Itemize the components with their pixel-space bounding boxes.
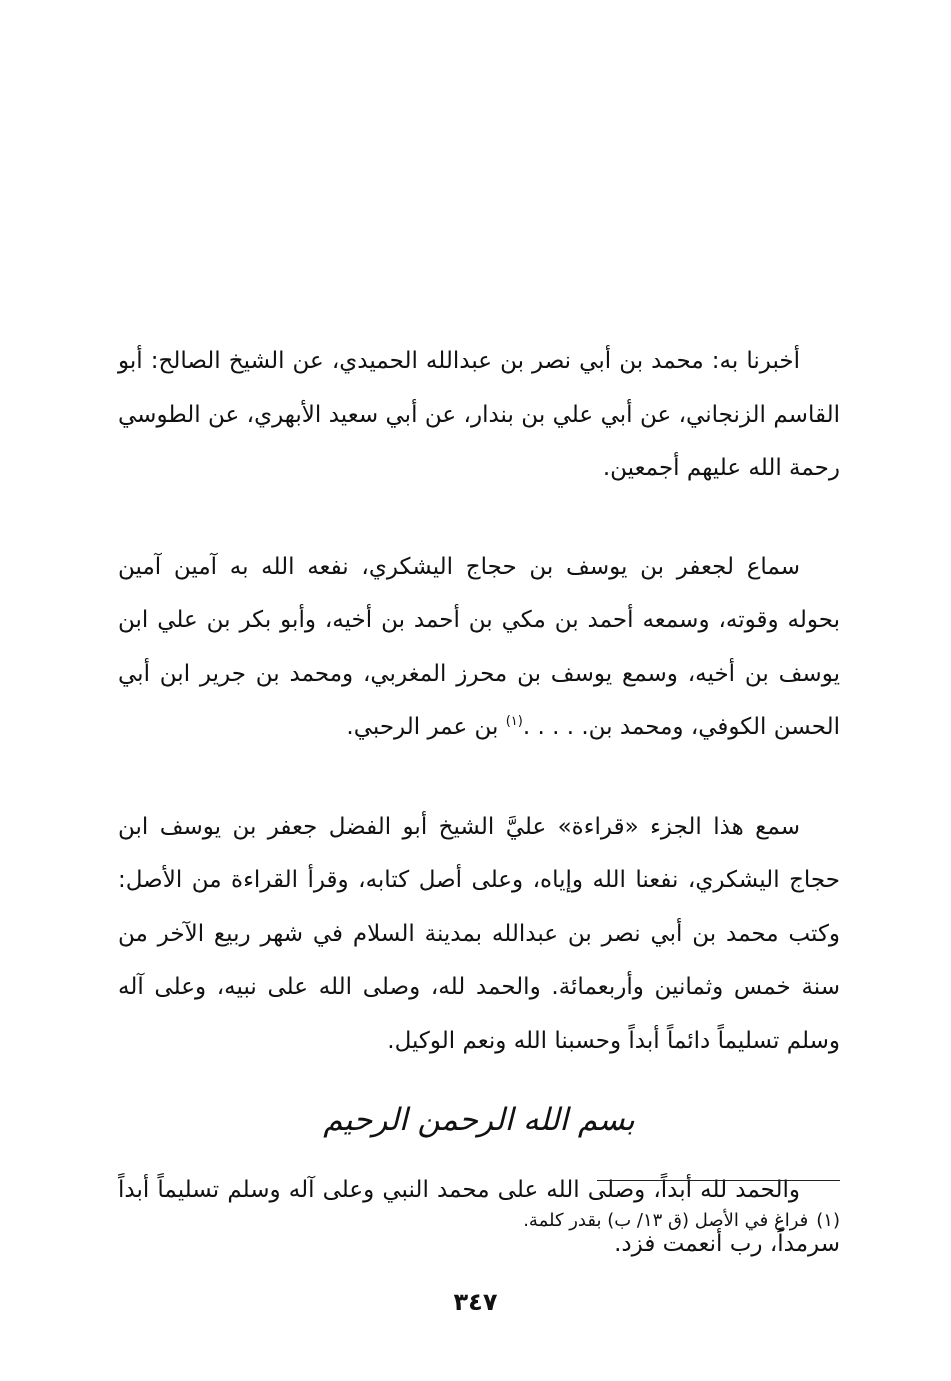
footnote-separator xyxy=(597,1180,840,1181)
paragraph-chain-of-narration: أخبرنا به: محمد بن أبي نصر بن عبدالله الحميدي، عن الشيخ الصالح: أبو القاسم الزنجاني، عن أبي علي بن بندار، عن أبي سعيد الأبهري، عن الطوسي رحمة الله عليهم أجمعين. xyxy=(118,348,840,481)
audition-text-before-note: سماع لجعفر بن يوسف بن حجاج اليشكري، نفعه الله به آمين آمين بحوله وقوته، وسمعه أحمد بن مكي بن أحمد بن أخيه، وأبو بكر بن علي ابن يوسف بن أخيه، وسمع يوسف بن محرز المغربي، ومحمد بن جرير ابن أبي الحسن الكوفي، ومحمد بن. . . . . xyxy=(118,553,840,740)
basmala-calligraphy: بسم الله الرحمن الرحيم xyxy=(323,1102,635,1138)
paragraph-audition-record xyxy=(118,541,840,755)
footnote xyxy=(118,1206,840,1236)
audition-text-after-note: بن عمر الرحبي. xyxy=(346,714,506,740)
paragraph-reading-record: سمع هذا الجزء «قراءة» عليَّ الشيخ أبو الفضل جعفر بن يوسف ابن حجاج اليشكري، نفعنا الله وإياه، وعلى أصل كتابه، وقرأ القراءة من الأصل: وكتب محمد بن أبي نصر بن عبدالله بمدينة السلام في شهر ربيع الآخر من سنة خمس وثمانين وأربعمائة. والحمد لله، وصلى الله على نبيه، وعلى آله وسلم تسليماً دائماً أبداً وحسبنا الله ونعم الوكيل. xyxy=(118,813,840,1054)
page-number: ٣٤٧ xyxy=(453,1288,498,1316)
main-text xyxy=(118,335,840,1271)
footnote-text: فراغ في الأصل (ق ١٣/ ب) بقدر كلمة. xyxy=(523,1210,809,1231)
footnote-number: (١) xyxy=(816,1210,840,1231)
paragraph-closing-praise: والحمد لله أبداً، وصلى الله على محمد النبي وعلى آله وسلم تسليماً أبداً سرمداً، رب أنعمت فزد. xyxy=(118,1177,840,1257)
footnote-reference: (١) xyxy=(505,714,523,729)
